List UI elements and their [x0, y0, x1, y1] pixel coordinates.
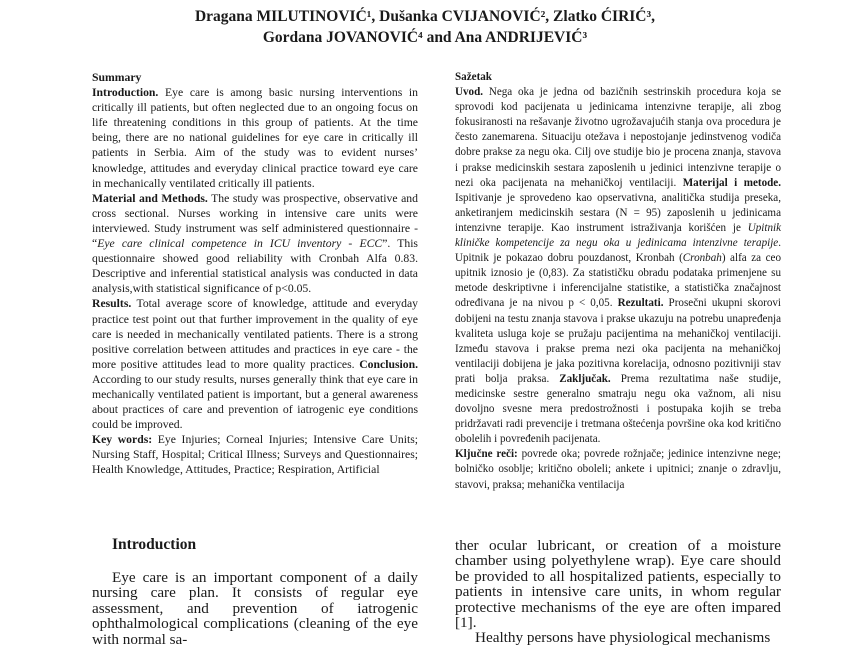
- sazetak-metode-text-c: ) alfa za ceo upitnik iznosio je (0,83). Za statističku obradu podataka primenjene su metode deskriptivne i inferencijalne statistike, a statistička značajnost određivana je na nivou p < 0,05.: [455, 252, 781, 310]
- sazetak-rezultati-text: Prosečni ukupni skorovi dobijeni na testu znanja stavova i prakse ukazuju na potrebu unapređenja kvaliteta usluga koje se pružaju pacijentima na mehaničkoj ventilaciji. Između stavova i prakse prema nezi oka pacijenta na mehaničkoj ventilaciji dobijena je jaka pozitivna korelacija, odnosno pozitivniji stav prati bolja praksa.: [455, 297, 781, 385]
- summary-methods-text-b: ”. This questionnaire showed good reliability with Cronbah Alfa 0.83. Descriptive and inferential statistical analysis was conducted in data analysis,with statistical significance of p<0.05.: [92, 237, 418, 296]
- summary-methods-instrument: Eye care clinical competence in ICU inventory - ECC: [97, 237, 383, 251]
- summary-body: [92, 85, 418, 477]
- summary-methods-label: Material and Methods.: [92, 191, 208, 205]
- authors-line-1: Dragana MILUTINOVIĆ¹, Dušanka CVIJANOVIĆ², Zlatko ĆIRIĆ³,: [194, 8, 656, 25]
- sazetak-heading: Sažetak: [455, 71, 492, 83]
- summary-keywords-label: Key words:: [92, 433, 153, 447]
- summary-abstract: [92, 70, 418, 478]
- summary-conclusion-text: According to our study results, nurses generally think that eye care in mechanically ventilated patient is important, but a general awareness about practices of care and prevention of iatrogenic eye conditions could be improved.: [92, 372, 418, 432]
- introduction-paragraph-2: Healthy persons have physiological mechanisms: [475, 629, 771, 647]
- summary-results-text: Total average score of knowledge, attitude and everyday practice test point out that further improvement in the quality of eye care is needed in mechanically ventilated patients. There is a strong positive correlation between attitudes and practices in eye care - the more positive attitudes lead to more quality practices.: [92, 297, 418, 371]
- sazetak-zakljucak-text: Prema rezultatima naše studije, medicinske sestre generalno smatraju negu oka važnom, ali nisu dovoljno svesne mera predostrožnosti i postupaka kojih se treba pridržavati radi prevencije i tretmana oštećenja površine oka kod kritično obolelih i povređenih pacijenata.: [455, 372, 781, 446]
- sazetak-metode-instrument: Upitnik kliničke kompetencije za negu oka u jedinicama intenzivne terapije: [455, 221, 781, 250]
- introduction-heading: Introduction: [112, 536, 197, 553]
- sazetak-zakljucak-label: Zaključak.: [559, 372, 611, 385]
- sazetak-uvod-label: Uvod.: [455, 86, 484, 99]
- author-list: [0, 6, 850, 48]
- summary-heading: Summary: [92, 71, 142, 84]
- sazetak-metode-text-a: Ispitivanje je sprovedeno kao opservativna, analitička studija preseka, anketiranjem medicinskih sestara (N = 95) zaposlenih u jedinicama intenzivne terapije. Kao instrument istraživanja korišćen je: [455, 191, 781, 234]
- sazetak-metode-text-b: . Upitnik je pokazao dobru pouzdanost, Kronbah (: [455, 237, 781, 265]
- summary-intro-label: Introduction.: [92, 86, 159, 100]
- summary-keywords-text: Eye Injuries; Corneal Injuries; Intensive Care Units; Nursing Staff, Hospital; Critical Illness; Surveys and Questionnaires; Health Knowledge, Attitudes, Practice; Respiration, Artificial: [92, 433, 418, 477]
- introduction-left-column: [92, 570, 418, 647]
- sazetak-kljucne-label: Ključne reči:: [455, 448, 518, 461]
- sazetak-rezultati-label: Rezultati.: [617, 297, 664, 310]
- sazetak-body: [455, 85, 781, 493]
- summary-results-label: Results.: [92, 297, 132, 311]
- sazetak-metode-cronbah: Cronbah: [682, 252, 722, 265]
- summary-methods-text-a: The study was prospective, observative and cross sectional. Nurses working in intensive care units were interviewed. Study instrument was self administered questionnaire - “: [92, 191, 418, 251]
- summary-conclusion-label: Conclusion.: [359, 357, 418, 371]
- introduction-paragraph-1: Eye care is an important component of a daily nursing care plan. It consists of regular eye assessment, and prevention of iatrogenic ophthalmological complications (cleaning of the eye with normal sa-: [92, 569, 418, 648]
- summary-intro-text: Eye care is among basic nursing interventions in critically ill patients, but often neglected due to an ongoing focus on life threatening conditions in this group of patients. At the time being, there are no national guidelines for eye care in critically ill patients in Serbia. Aim of the study was to evident nurses’ knowledge, attitudes and everyday clinical practice toward eye care in mechanically ventilated critically ill patients.: [92, 86, 418, 190]
- introduction-paragraph-continued: ther ocular lubricant, or creation of a moisture chamber using polyethylene wrap). Eye care should be provided to all hospitalized patients, especially to patients in intensive care units, in whom regular protective mechanisms of the eye are often impared [1].: [455, 537, 781, 632]
- sazetak-uvod-text: Nega oka je jedna od bazičnih sestrinskih procedura koja se sprovodi kod pacijenata u jedinicama intenzivne terapije, ali zbog fokusiranosti na rešavanje životno ugrožavajućih stanja ova procedura je često zanemarena. Situaciju otežava i nepostojanje jedinstvenog vodiča dobre prakse za negu oka. Cilj ove studije bio je procena znanja, stavova i prakse medicinskih sestara zaposlenih u jedinici intenzivne terapije o nezi oka pacijenata na mehaničkoj ventilaciji.: [455, 86, 781, 189]
- sazetak-abstract: [455, 70, 781, 493]
- authors-line-2: Gordana JOVANOVIĆ⁴ and Ana ANDRIJEVIĆ³: [262, 29, 588, 46]
- sazetak-kljucne-text: povrede oka; povrede rožnjače; jedinice intenzivne nege; bolničko osoblje; kritično oboleli; ankete i upitnici; znanje o zdravlju, stavovi, praksa; mehanička ventilacija: [455, 448, 782, 491]
- sazetak-metode-label: Materijal i metode.: [682, 176, 781, 189]
